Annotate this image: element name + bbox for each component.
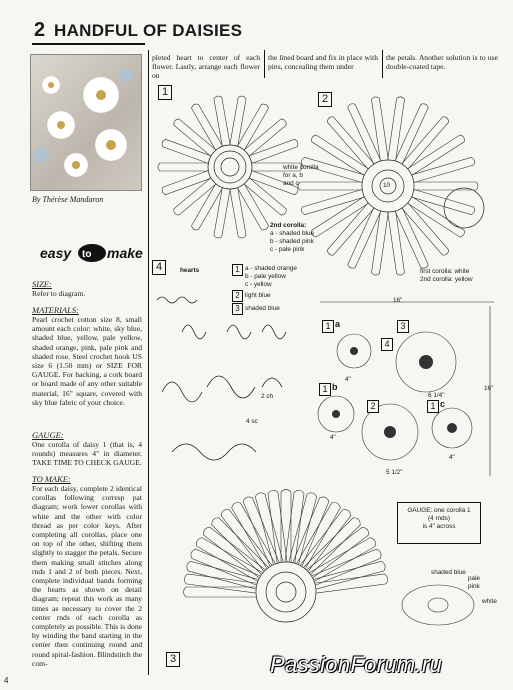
petal [327, 203, 374, 255]
petal [285, 490, 304, 563]
layout-label-1a: 1 [322, 320, 334, 333]
layout-measure-6: 6 1/4" [428, 392, 445, 399]
petal [192, 104, 223, 150]
materials-heading: MATERIALS: [32, 305, 79, 315]
petal [408, 135, 465, 175]
petal [348, 208, 381, 268]
layout-label-2: 2 [367, 400, 379, 413]
d1-label-and: and c [283, 180, 299, 187]
petal [214, 96, 230, 146]
petal [243, 497, 279, 566]
diagram-4-steps [152, 292, 302, 472]
petal [244, 119, 286, 156]
layout-height: 16" [484, 385, 494, 392]
d2-second-corolla: 2nd corolla: yellow [420, 276, 473, 283]
d4-key-1b: b - pale yellow [245, 273, 286, 280]
diagram-1-number: 1 [158, 85, 172, 100]
petal [214, 188, 230, 238]
petal [230, 96, 246, 146]
column-rule-2 [264, 50, 265, 78]
petal [158, 163, 208, 171]
petal [192, 184, 223, 230]
gauge-box-line-2: (4 rnds) [427, 515, 451, 522]
petal [307, 527, 369, 578]
layout-label-1b-sub: b [332, 382, 338, 392]
d1-label-for: for a, b [283, 172, 303, 179]
gauge-box-line-1: GAUGE: one corolla 1 [407, 507, 471, 514]
petal [412, 157, 475, 182]
petal [402, 203, 449, 255]
layout-label-1a-sub: a [335, 319, 341, 329]
petal [238, 104, 269, 150]
svg-text:to: to [82, 249, 92, 260]
layout-label-1b: 1 [319, 383, 331, 396]
d4-key-2: light blue [245, 292, 271, 299]
column-rule-3 [382, 50, 383, 78]
d4-key-1c: c - yellow [245, 281, 272, 288]
layout-measure-4a: 4" [345, 376, 351, 383]
layout-width: 16" [393, 297, 403, 304]
petal [244, 178, 286, 215]
size-text: Refer to diagram. [32, 289, 86, 298]
d4-hearts-label: hearts [180, 267, 200, 274]
gauge-box [397, 502, 481, 544]
petal [312, 197, 369, 237]
diagram-1-corolla [175, 92, 285, 242]
layout-measure-4c: 4" [449, 454, 455, 461]
layout-label-1c: 1 [427, 400, 439, 413]
petal [408, 197, 465, 237]
diagram-2-number: 2 [318, 92, 332, 107]
layout-label-3: 3 [397, 320, 409, 333]
layout-label-4: 4 [381, 338, 393, 351]
d2-center-number: 10 [383, 182, 391, 189]
d1-label-white: white corolla [283, 164, 319, 171]
d2-first-corolla: first corolla: white [420, 268, 470, 275]
d4-key-box-2: 2 [232, 290, 243, 302]
petal [372, 97, 389, 161]
petal [174, 119, 216, 156]
daisies-photo-art [31, 55, 141, 190]
petal [184, 574, 257, 593]
petal [162, 139, 211, 163]
layout-label-1c-sub: c [440, 399, 446, 409]
header-rule [32, 43, 145, 45]
petal [300, 510, 351, 572]
petal [204, 527, 266, 578]
text-col2-top: pleted heart to center of each flower. Lastly, arrange each flower on [152, 53, 260, 81]
petal [301, 189, 364, 214]
to-make-text: For each daisy, complete 2 identical corollas following corresp pat diagram; work lower corollas with white and the other with color thread as per color keys. After completing all corollas, place one on top of the other, shifting them slightly to stagger the petals. Secure them making small stitches along rnds 1 and 2 of both pieces. Next, complete individual bands forming the hearts as shown on detail diagram; repeat this work as many times as necessary to cover the 2 center rnds of each corolla as completely as possible. This is done by winding the band starting in the center then continuing round and round spiral-fashion. Blindstitch the com- [32, 484, 142, 668]
svg-text:make: make [107, 245, 143, 261]
gauge-box-line-3: is 4" across [422, 523, 456, 530]
petal [395, 104, 428, 164]
size-heading: SIZE: [32, 279, 52, 289]
d4-key-box-1: 1 [232, 264, 243, 276]
svg-text:easy: easy [40, 245, 72, 261]
page-number: 4 [4, 676, 9, 685]
petal [221, 510, 272, 572]
column-rule-left [148, 50, 149, 675]
d1-key-c: c - pale pink [270, 246, 305, 253]
petal [388, 211, 405, 275]
d1-key-a: a - shaded blue [270, 230, 315, 237]
petal [268, 490, 287, 563]
diagram-4-number: 4 [152, 260, 166, 275]
petal [162, 171, 211, 195]
chapter-number: 2 [34, 19, 46, 41]
petal [312, 549, 381, 585]
petal [395, 208, 428, 268]
diagram-2-corolla [330, 90, 500, 270]
to-make-heading: TO MAKE: [32, 474, 71, 484]
text-col3-top: the lined board and fix in place with pins, concealing them under [268, 53, 378, 72]
d3-pale: pale [468, 575, 481, 582]
petal [174, 178, 216, 215]
d4-sc4-label: 4 sc [246, 418, 258, 425]
easy-to-make-logo [32, 232, 142, 272]
author-credit: By Thérèse Mandaron [32, 195, 104, 204]
gauge-text: One corolla of daisy 1 (that is, 4 rounds) measures 4" in diameter. TAKE TIME TO CHECK GAUGE. [32, 440, 142, 468]
diagram-3-corolla [158, 484, 398, 674]
d1-second-corolla: 2nd corolla: [270, 222, 307, 229]
petal [312, 135, 369, 175]
watermark: PassionForum.ru [270, 652, 443, 677]
d4-key-box-3: 3 [232, 303, 243, 315]
d4-ch2-label: 2 ch [261, 393, 274, 400]
petal [327, 117, 374, 169]
petal [412, 189, 475, 214]
petal [249, 139, 298, 163]
petal [298, 182, 362, 190]
petal [230, 188, 246, 238]
diagram-3-number: 3 [166, 652, 180, 667]
petal [238, 184, 269, 230]
petal [372, 211, 389, 275]
materials-text: Pearl crochet cotton size 8, small amount each color: white, sky blue, shaded blue, yellow, pale yellow, shaded orange, pink, pale pink and shaded rose. Steel crochet hook US size 6 (1.50 mm) or SIZE FOR GAUGE. For backing, a cork board or board made of any other suitable material, 16" square, covered with sky blue fabric of your choice. [32, 315, 142, 407]
daisies-photo [30, 54, 142, 191]
petal [348, 104, 381, 164]
petal [293, 497, 329, 566]
gauge-heading: GAUGE: [32, 430, 64, 440]
d1-key-b: b - shaded pink [270, 238, 314, 245]
text-col4-top: the petals. Another solution is to use double-coated tape. [386, 53, 498, 72]
petal [402, 117, 449, 169]
layout-measure-4b: 4" [330, 434, 336, 441]
page-title: HANDFUL OF DAISIES [54, 21, 243, 40]
d4-key-1a: a - shaded orange [245, 265, 297, 272]
layout-measure-5: 5 1/2" [386, 469, 403, 476]
petal [191, 549, 260, 585]
d4-key-3: shaded blue [245, 305, 280, 312]
d3-white: white [482, 598, 497, 605]
petal [388, 97, 405, 161]
d3-pink: pink [468, 583, 480, 590]
petal [315, 574, 388, 593]
d3-shaded-blue: shaded blue [431, 569, 466, 576]
